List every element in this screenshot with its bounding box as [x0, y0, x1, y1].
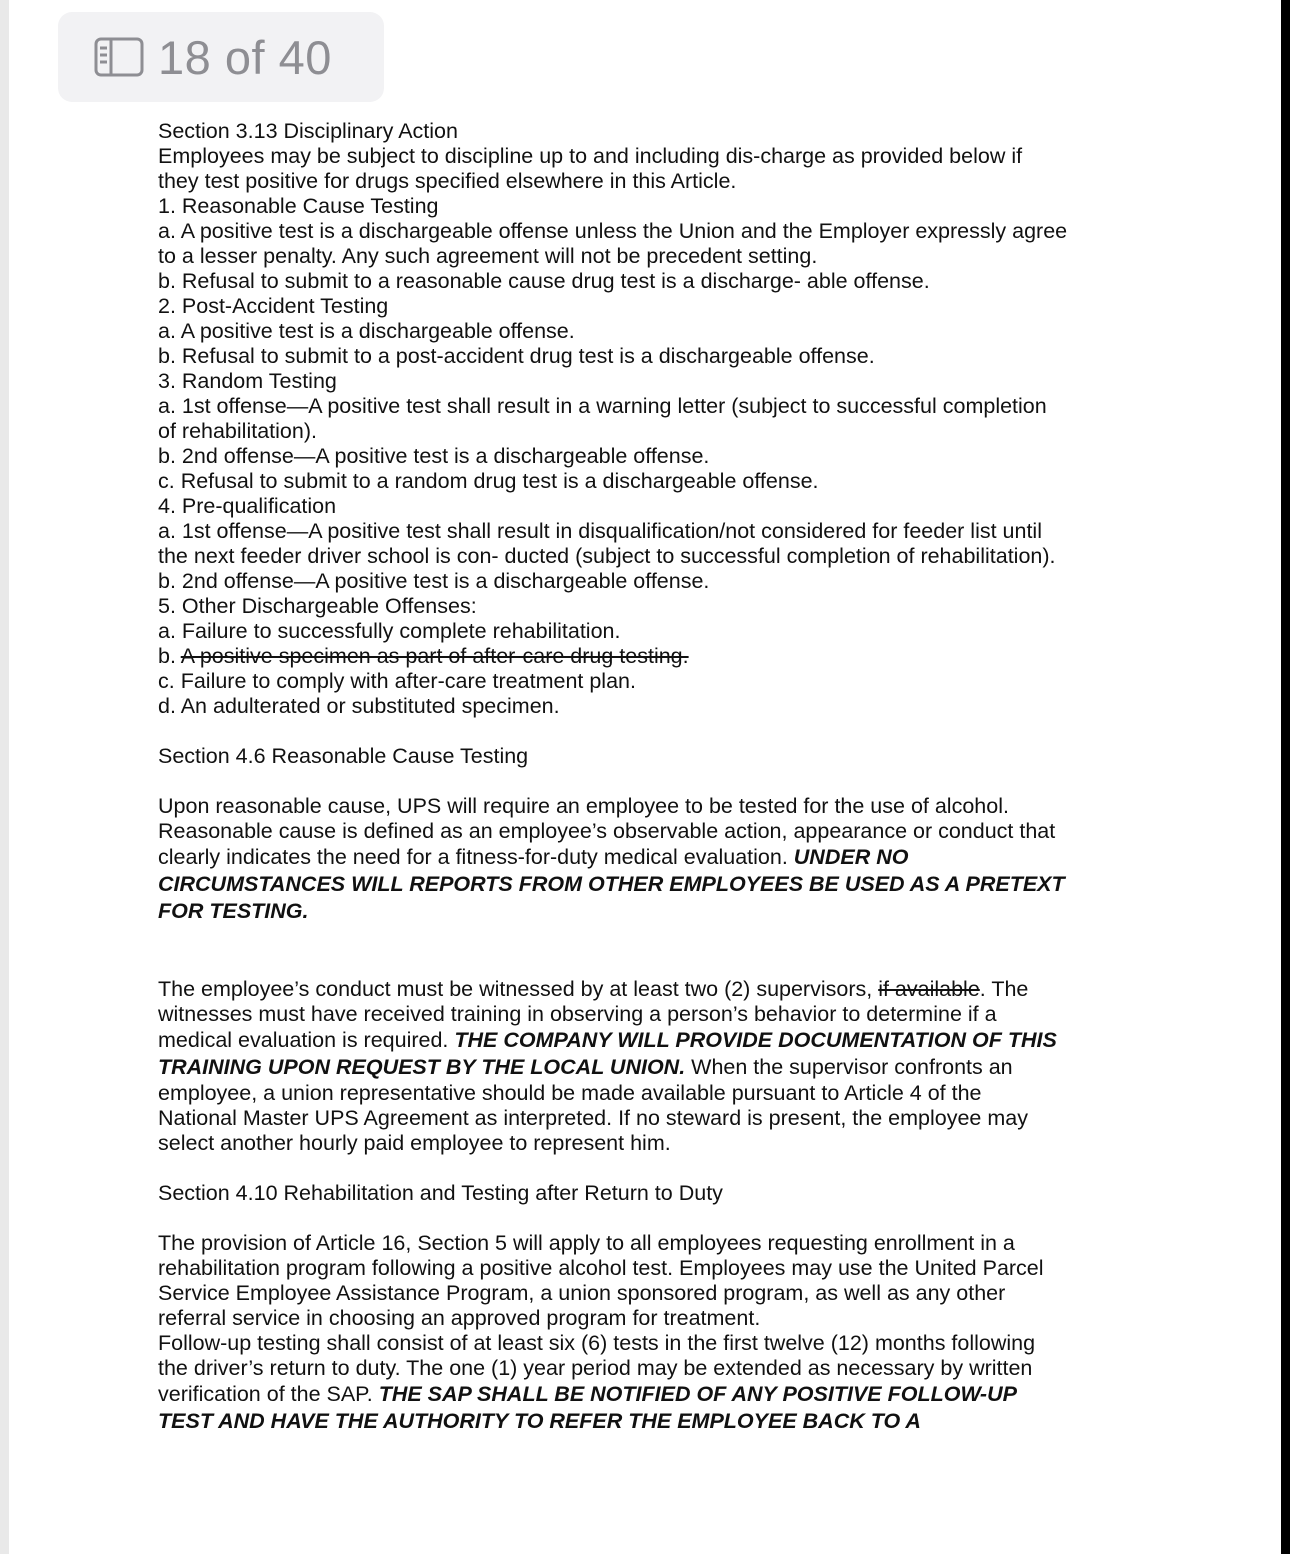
text-line: referral service in choosing an approved program for treatment.	[158, 1306, 761, 1330]
emphasis-text: FOR TESTING.	[158, 899, 309, 923]
text-line: a. 1st offense—A positive test shall result in a warning letter (subject to successful completion	[158, 394, 1047, 418]
text-line: the next feeder driver school is con- ducted (subject to successful completion of rehabilitation).	[158, 544, 1056, 568]
spacer	[158, 1156, 1158, 1181]
sidebar-icon	[94, 37, 144, 77]
text-span: The employee’s conduct must be witnessed by at least two (2) supervisors,	[158, 977, 879, 1001]
viewer-left-edge	[0, 0, 9, 1554]
text-line: a. A positive test is a dischargeable offense.	[158, 319, 575, 343]
section-heading: Section 4.10 Rehabilitation and Testing after Return to Duty	[158, 1181, 723, 1205]
text-line-mixed	[158, 1027, 1158, 1054]
list-heading: 4. Pre-qualification	[158, 494, 337, 518]
section-4-10	[158, 1181, 1158, 1435]
section-4-6	[158, 744, 1158, 1156]
viewer-right-edge	[1281, 0, 1290, 1554]
text-line-mixed	[158, 977, 1158, 1002]
text-line: b. 2nd offense—A positive test is a dischargeable offense.	[158, 569, 710, 593]
list-heading: 3. Random Testing	[158, 369, 337, 393]
text-line: they test positive for drugs specified elsewhere in this Article.	[158, 169, 737, 193]
page-count: 18 of 40	[158, 30, 332, 84]
emphasis-text: THE COMPANY WILL PROVIDE DOCUMENTATION OF THIS	[454, 1028, 1057, 1052]
emphasis-line	[158, 871, 1158, 898]
text-line: b. Refusal to submit to a post-accident drug test is a dischargeable offense.	[158, 344, 875, 368]
text-line: Upon reasonable cause, UPS will require an employee to be tested for the use of alcohol.	[158, 794, 1009, 818]
emphasis-line	[158, 1408, 1158, 1435]
struck-text: if available	[878, 977, 980, 1001]
text-line: The provision of Article 16, Section 5 will apply to all employees requesting enrollment in a	[158, 1231, 1015, 1255]
spacer	[158, 925, 1158, 977]
emphasis-text: THE SAP SHALL BE NOTIFIED OF ANY POSITIVE FOLLOW-UP	[378, 1382, 1017, 1406]
text-line: National Master UPS Agreement as interpreted. If no steward is present, the employee may	[158, 1106, 1028, 1130]
section-heading: Section 4.6 Reasonable Cause Testing	[158, 744, 529, 768]
list-heading: 1. Reasonable Cause Testing	[158, 194, 439, 218]
text-line: a. Failure to successfully complete rehabilitation.	[158, 619, 621, 643]
text-line: c. Failure to comply with after-care treatment plan.	[158, 669, 636, 693]
emphasis-line	[158, 898, 1158, 925]
text-line: c. Refusal to submit to a random drug test is a dischargeable offense.	[158, 469, 819, 493]
text-span: . The	[979, 977, 1029, 1001]
list-heading: 5. Other Dischargeable Offenses:	[158, 594, 477, 618]
section-heading: Section 3.13 Disciplinary Action	[158, 119, 458, 143]
text-line: of rehabilitation).	[158, 419, 317, 443]
section-3-13	[158, 119, 1158, 719]
list-marker: b.	[158, 644, 181, 668]
text-line: to a lesser penalty. Any such agreement will not be precedent setting.	[158, 244, 818, 268]
text-span: clearly indicates the need for a fitness-for-duty medical evaluation.	[158, 845, 794, 869]
text-line: Employees may be subject to discipline up to and including dis-charge as provided below if	[158, 144, 1023, 168]
text-line-mixed	[158, 1054, 1158, 1081]
text-line: employee, a union representative should be made available pursuant to Article 4 of the	[158, 1081, 982, 1105]
emphasis-text: TEST AND HAVE THE AUTHORITY TO REFER THE EMPLOYEE BACK TO A	[158, 1409, 921, 1433]
page-indicator-button[interactable]	[58, 12, 384, 102]
emphasis-text: TRAINING UPON REQUEST BY THE LOCAL UNION.	[158, 1055, 686, 1079]
text-line: Service Employee Assistance Program, a union sponsored program, as well as any other	[158, 1281, 1006, 1305]
text-line: b. 2nd offense—A positive test is a dischargeable offense.	[158, 444, 710, 468]
text-line: Reasonable cause is defined as an employee’s observable action, appearance or conduct that	[158, 819, 1056, 843]
text-span: When the supervisor confronts an	[685, 1055, 1013, 1079]
spacer	[158, 1206, 1158, 1231]
document-page	[158, 119, 1158, 1435]
spacer	[158, 769, 1158, 794]
text-line: b. Refusal to submit to a reasonable cause drug test is a discharge- able offense.	[158, 269, 930, 293]
text-line-mixed	[158, 1381, 1158, 1408]
text-line: witnesses must have received training in observing a person’s behavior to determine if a	[158, 1002, 997, 1026]
text-span: verification of the SAP.	[158, 1382, 379, 1406]
emphasis-text: UNDER NO	[793, 845, 909, 869]
spacer	[158, 719, 1158, 744]
text-line: a. A positive test is a dischargeable offense unless the Union and the Employer expressly agree	[158, 219, 1068, 243]
text-line-mixed	[158, 844, 1158, 871]
text-span: medical evaluation is required.	[158, 1028, 455, 1052]
text-line: d. An adulterated or substituted specimen.	[158, 694, 560, 718]
text-line-struck	[158, 644, 1158, 669]
text-line: the driver’s return to duty. The one (1) year period may be extended as necessary by written	[158, 1356, 1033, 1380]
struck-text: A positive specimen as part of after-care drug testing.	[180, 644, 689, 668]
text-line: Follow-up testing shall consist of at least six (6) tests in the first twelve (12) months following	[158, 1331, 1036, 1355]
text-line: a. 1st offense—A positive test shall result in disqualification/not considered for feeder list until	[158, 519, 1042, 543]
text-line: select another hourly paid employee to represent him.	[158, 1131, 671, 1155]
emphasis-text: CIRCUMSTANCES WILL REPORTS FROM OTHER EMPLOYEES BE USED AS A PRETEXT	[158, 872, 1065, 896]
text-line: rehabilitation program following a positive alcohol test. Employees may use the United Parcel	[158, 1256, 1044, 1280]
list-heading: 2. Post-Accident Testing	[158, 294, 389, 318]
